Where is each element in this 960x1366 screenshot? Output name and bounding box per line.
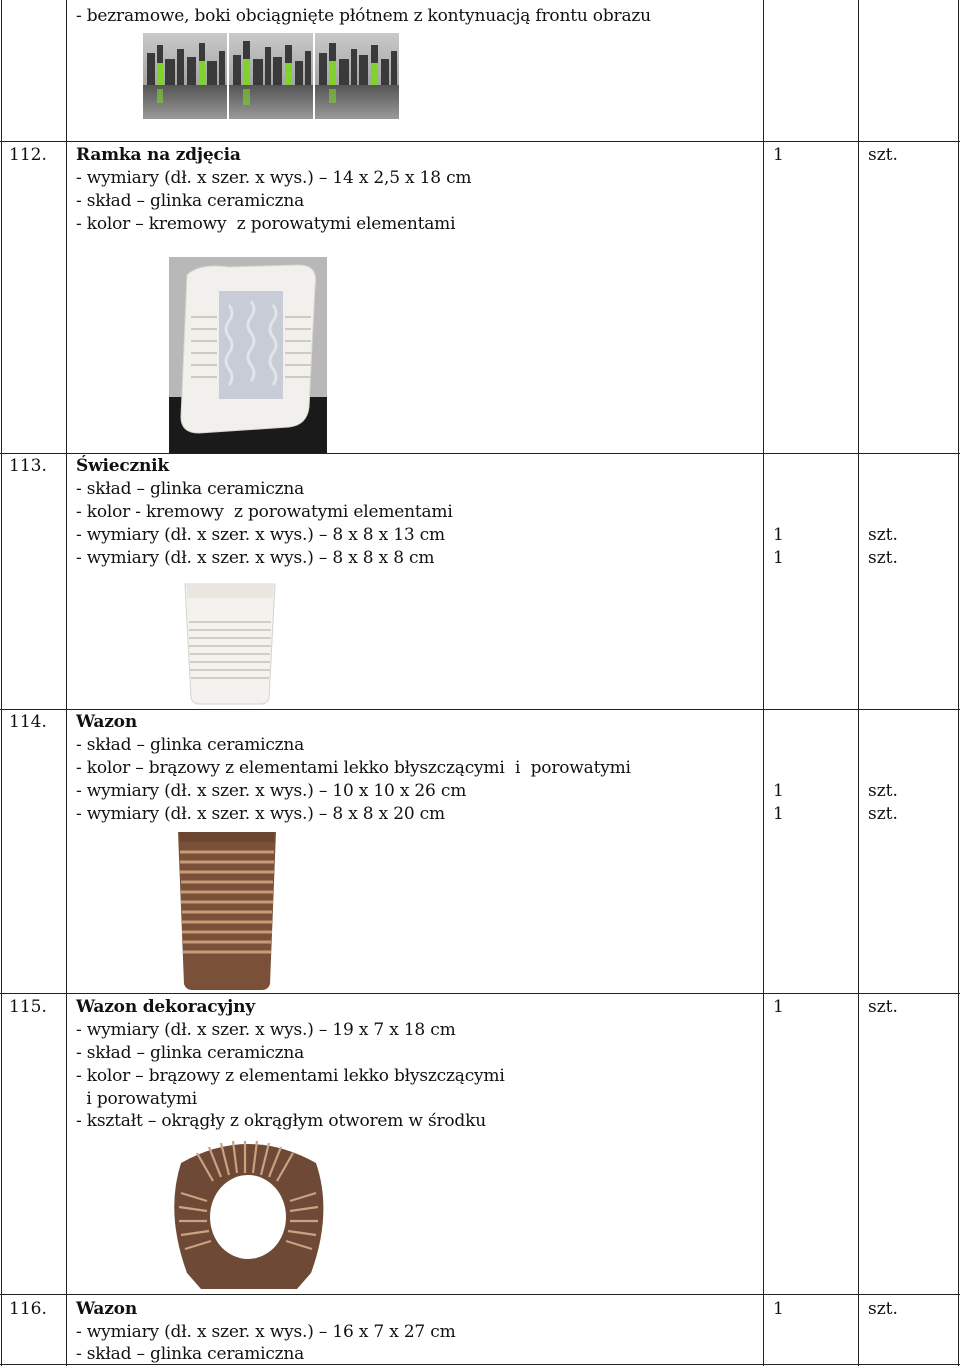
description-line: - wymiary (dł. x szer. x wys.) – 19 x 7 x 18 cm (76, 1020, 456, 1040)
description-line: - wymiary (dł. x szer. x wys.) – 8 x 8 x 13 cm (76, 525, 445, 545)
brown-vase-image (168, 828, 286, 992)
unit: szt. (868, 997, 898, 1017)
table-border-left (1, 0, 2, 1366)
unit: szt. (868, 548, 898, 568)
description-line: - skład – glinka ceramiczna (76, 1043, 305, 1063)
table-divider-quantity (763, 0, 764, 1366)
unit: szt. (868, 525, 898, 545)
item-number: 114. (9, 712, 47, 732)
description-line: - kolor – kremowy z porowatymi elementami (76, 214, 456, 234)
candle-holder-image (177, 580, 283, 708)
quantity: 1 (773, 997, 784, 1017)
quantity: 1 (773, 781, 784, 801)
cityscape-triptych-image (143, 33, 399, 119)
description-line: - kolor – brązowy z elementami lekko błyszczącymi (76, 1066, 505, 1086)
item-title: Świecznik (76, 456, 169, 476)
item-number: 113. (9, 456, 47, 476)
description-line: i porowatymi (76, 1089, 198, 1109)
row-divider (0, 141, 960, 142)
description-line: - kolor – brązowy z elementami lekko błyszczącymi i porowatymi (76, 758, 631, 778)
round-vase-image (161, 1133, 336, 1293)
table-divider-unit (858, 0, 859, 1366)
quantity: 1 (773, 145, 784, 165)
quantity: 1 (773, 804, 784, 824)
description-line: - skład – glinka ceramiczna (76, 191, 305, 211)
unit: szt. (868, 1299, 898, 1319)
unit: szt. (868, 804, 898, 824)
item-title: Wazon dekoracyjny (76, 997, 255, 1017)
photo-frame-image (169, 257, 327, 453)
item-number: 112. (9, 145, 47, 165)
description-line: - kształt – okrągły z okrągłym otworem w środku (76, 1111, 486, 1131)
item-title: Wazon (76, 1299, 137, 1319)
description-line: - wymiary (dł. x szer. x wys.) – 10 x 10 x 26 cm (76, 781, 467, 801)
table-divider-number (66, 0, 67, 1366)
row-divider (0, 709, 960, 710)
table-border-right (958, 0, 959, 1366)
unit: szt. (868, 145, 898, 165)
unit: szt. (868, 781, 898, 801)
row-divider (0, 453, 960, 454)
description-line: - skład – glinka ceramiczna (76, 1344, 305, 1364)
description-line: - wymiary (dł. x szer. x wys.) – 14 x 2,5 x 18 cm (76, 168, 472, 188)
item-title: Ramka na zdjęcia (76, 145, 241, 165)
item-title: Wazon (76, 712, 137, 732)
item-number: 116. (9, 1299, 47, 1319)
description-line: - skład – glinka ceramiczna (76, 479, 305, 499)
quantity: 1 (773, 1299, 784, 1319)
row-divider (0, 993, 960, 994)
description-line: - bezramowe, boki obciągnięte płótnem z kontynuacją frontu obrazu (76, 6, 651, 26)
description-line: - wymiary (dł. x szer. x wys.) – 16 x 7 x 27 cm (76, 1322, 456, 1342)
description-line: - wymiary (dł. x szer. x wys.) – 8 x 8 x 20 cm (76, 804, 445, 824)
quantity: 1 (773, 525, 784, 545)
row-divider (0, 1294, 960, 1295)
quantity: 1 (773, 548, 784, 568)
description-line: - skład – glinka ceramiczna (76, 735, 305, 755)
description-line: - wymiary (dł. x szer. x wys.) – 8 x 8 x 8 cm (76, 548, 435, 568)
item-number: 115. (9, 997, 47, 1017)
description-line: - kolor - kremowy z porowatymi elementami (76, 502, 453, 522)
